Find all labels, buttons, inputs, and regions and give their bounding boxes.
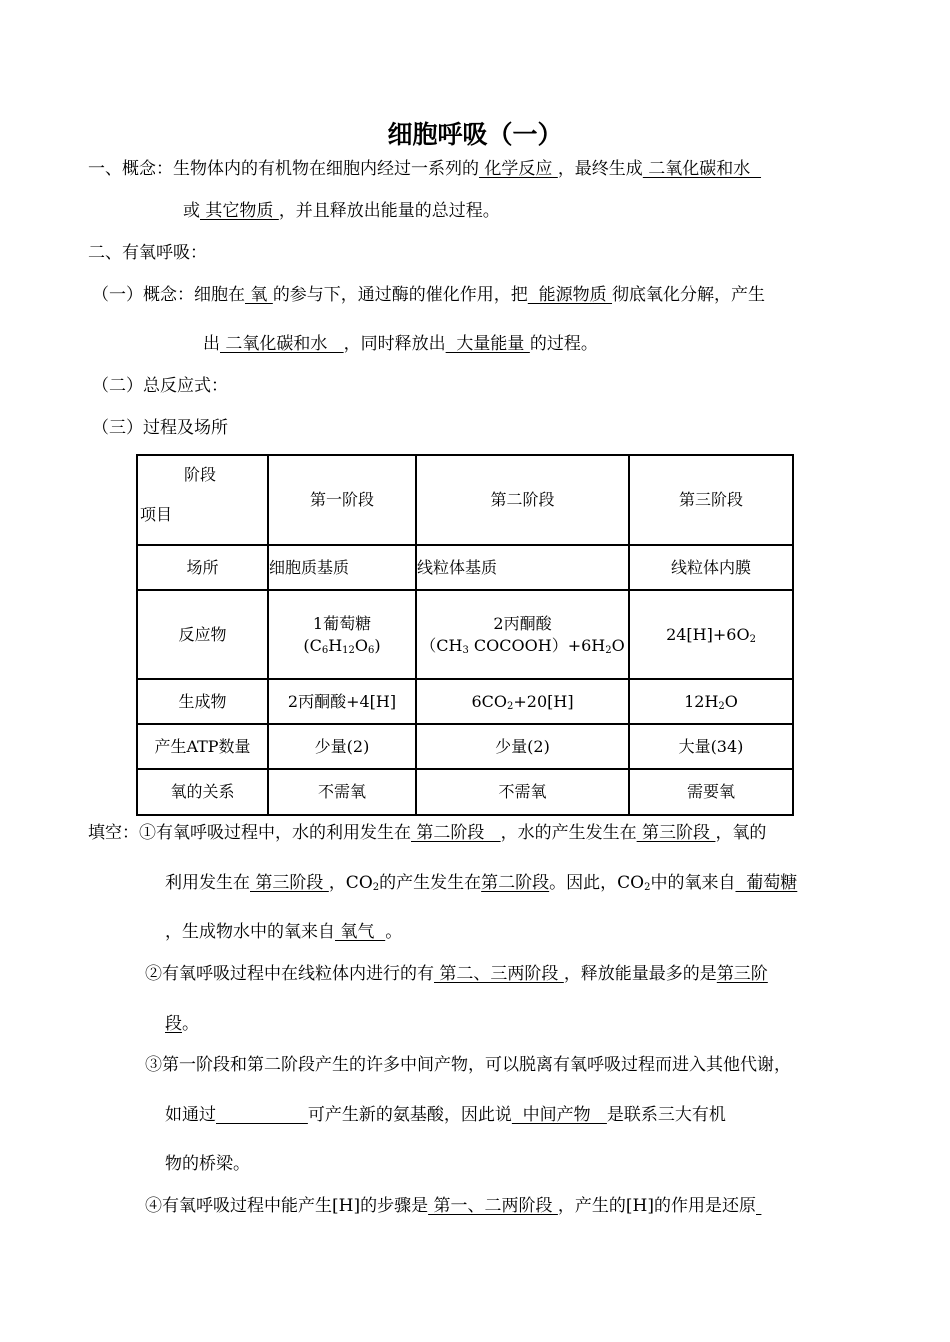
q1-blank-co2-produce: 第二阶段 <box>481 873 550 893</box>
header-stage-1: 第一阶段 <box>268 455 416 545</box>
q1-blank-water-use: 第二阶段 <box>411 823 501 843</box>
q1-blank-water-oxygen-source: 氧气 <box>335 922 386 942</box>
concept-line-2 <box>183 200 500 222</box>
q1-blank-oxygen-use: 第三阶段 <box>250 873 329 893</box>
aerobic-concept-line-2 <box>203 333 598 355</box>
fill-q3-line-1: ③第一阶段和第二阶段产生的许多中间产物，可以脱离有氧呼吸过程而进入其他代谢， <box>145 1055 791 1075</box>
concept-mid: ，最终生成 <box>557 159 643 179</box>
reactant-stage-2-line-1: 2丙酮酸 <box>493 613 552 633</box>
aerobic-line2-mid: ，同时释放出 <box>343 334 446 354</box>
fill-label: 填空： <box>88 823 139 843</box>
fill-q2-line-1: ②有氧呼吸过程中在线粒体内进行的有 第二、三两阶段 ，释放能量最多的是第三阶 <box>145 964 768 984</box>
row-label-atp: 产生ATP数量 <box>137 724 268 769</box>
row-label-product: 生成物 <box>137 679 268 724</box>
table-row-product <box>137 679 793 724</box>
q2-blank-mito-stages: 第二、三两阶段 <box>434 964 564 984</box>
oxygen-stage-2: 不需氧 <box>416 769 629 815</box>
q2-blank-most-energy: 第三阶 <box>716 964 768 984</box>
product-stage-1: 2丙酮酸+4[H] <box>268 679 416 724</box>
header-stage-3: 第三阶段 <box>629 455 793 545</box>
aerobic-blank-energy-substance: 能源物质 <box>527 285 613 305</box>
oxygen-stage-3: 需要氧 <box>629 769 793 815</box>
aerobic-line2-suffix: 的过程。 <box>529 334 598 354</box>
table-row-oxygen <box>137 769 793 815</box>
q1-blank-water-produce: 第三阶段 <box>636 823 716 843</box>
concept-line2-prefix: 或 <box>183 201 200 221</box>
reactant-stage-2 <box>416 590 629 679</box>
q1-blank-co2-oxygen-source: 葡萄糖 <box>735 873 798 893</box>
stage-table <box>136 454 794 816</box>
fill-q3-line-3: 物的桥梁。 <box>165 1154 250 1174</box>
concept-line2-suffix: ，并且释放出能量的总过程。 <box>278 201 500 221</box>
aerobic-blank-products: 二氧化碳和水 <box>220 334 344 354</box>
fill-q2-line-2: 段。 <box>165 1014 199 1034</box>
q4-blank-h-stages: 第一、二两阶段 <box>428 1196 558 1216</box>
q3-blank-amino-process <box>216 1105 308 1125</box>
aerobic-heading: 二、有氧呼吸： <box>88 243 207 263</box>
fill-q3-line-2: 如通过 可产生新的氨基酸，因此说 中间产物 是联系三大有机 <box>165 1105 726 1125</box>
product-stage-3: $12H_2O$ <box>629 679 793 724</box>
concept-blank-other: 其它物质 <box>200 201 279 221</box>
concept-line-1 <box>88 158 761 180</box>
corner-cell <box>137 455 268 545</box>
table-row-site <box>137 545 793 590</box>
q2-blank-continued: 段 <box>165 1014 182 1034</box>
table-header-row <box>137 455 793 545</box>
aerobic-concept-line-1 <box>92 284 765 306</box>
fill-q1-line-1: 填空：①有氧呼吸过程中，水的利用发生在 第二阶段 ，水的产生发生在 第三阶段 ，氧的 <box>88 823 767 843</box>
atp-stage-1: 少量(2) <box>268 724 416 769</box>
product-stage-2: $6CO_2+20[H]$ <box>416 679 629 724</box>
atp-stage-3: 大量(34) <box>629 724 793 769</box>
concept-prefix: 一、概念：生物体内的有机物在细胞内经过一系列的 <box>88 159 479 179</box>
concept-blank-reaction: 化学反应 <box>479 159 558 179</box>
aerobic-concept-prefix: （一）概念：细胞在 <box>92 285 245 305</box>
atp-stage-2: 少量(2) <box>416 724 629 769</box>
aerobic-concept-mid2: 彻底氧化分解，产生 <box>612 285 766 305</box>
site-stage-1: 细胞质基质 <box>268 545 416 590</box>
reactant-stage-1 <box>268 590 416 679</box>
oxygen-stage-1: 不需氧 <box>268 769 416 815</box>
q4-blank-h-role <box>756 1196 761 1216</box>
aerobic-concept-mid1: 的参与下，通过酶的催化作用，把 <box>272 285 528 305</box>
aerobic-blank-energy: 大量能量 <box>445 334 530 354</box>
reactant-stage-2-formula: （$CH_3$ $COCOOH)+6H_2O$ <box>420 635 625 656</box>
row-label-oxygen: 氧的关系 <box>137 769 268 815</box>
concept-blank-products: 二氧化碳和水 <box>642 159 762 179</box>
site-stage-3: 线粒体内膜 <box>629 545 793 590</box>
q3-blank-intermediate: 中间产物 <box>511 1105 607 1125</box>
fill-q1-line-2: 利用发生在 第三阶段 ，$CO_2$的产生发生在第二阶段。因此，$CO_2$中的氧来自 葡萄糖 <box>165 873 798 893</box>
fill-q4-line-1: ④有氧呼吸过程中能产生[H]的步骤是 第一、二两阶段 ，产生的[H]的作用是还原 <box>145 1195 761 1217</box>
fill-q1-line-3: ，生成物水中的氧来自 氧气 。 <box>165 922 403 942</box>
aerobic-blank-oxygen: 氧 <box>245 285 273 305</box>
table-row-atp <box>137 724 793 769</box>
reactant-stage-1-line-1: 1葡萄糖 <box>312 613 372 633</box>
aerobic-line2-prefix: 出 <box>203 334 220 354</box>
equation-heading: （二）总反应式： <box>92 376 228 396</box>
reactant-stage-3: $24[H]+6O_2$ <box>629 590 793 679</box>
row-label-reactant: 反应物 <box>137 590 268 679</box>
page-title: 细胞呼吸（一） <box>387 120 563 149</box>
site-stage-2: 线粒体基质 <box>416 545 629 590</box>
corner-item-label: 项目 <box>140 505 173 524</box>
reactant-stage-1-formula: $(C_6H_{12}O_6)$ <box>303 635 381 656</box>
table-row-reactant <box>137 590 793 679</box>
process-heading: （三）过程及场所 <box>92 418 228 438</box>
corner-stage-label: 阶段 <box>184 465 217 484</box>
header-stage-2: 第二阶段 <box>416 455 629 545</box>
row-label-site: 场所 <box>137 545 268 590</box>
